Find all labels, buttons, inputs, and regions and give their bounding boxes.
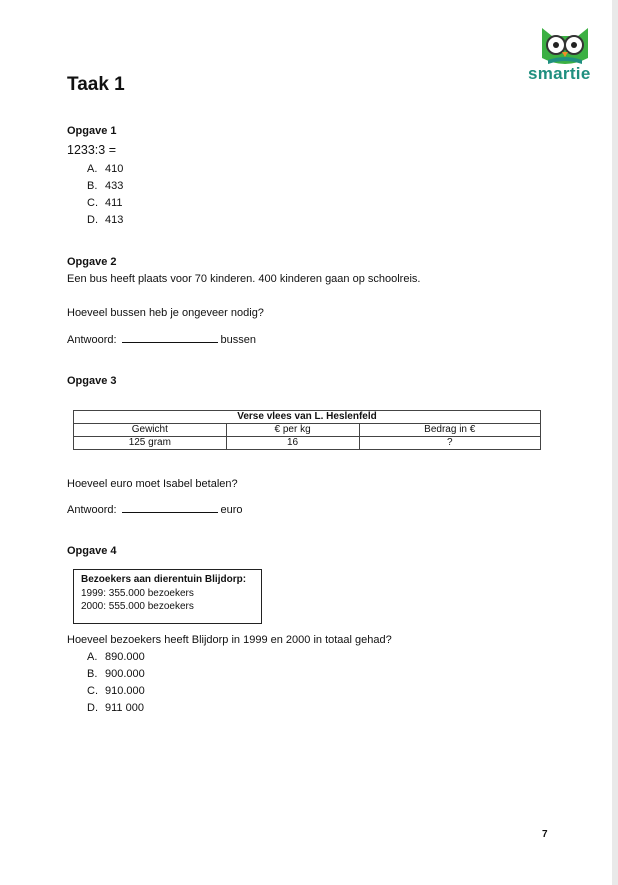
q2-question: Hoeveel bussen heb je ongeveer nodig? (67, 307, 264, 319)
column-header: € per kg (226, 424, 359, 437)
table-cell: 125 gram (74, 437, 227, 450)
list-item: B. 900.000 (87, 668, 145, 680)
q1-heading: Opgave 1 (67, 125, 117, 137)
column-header: Bedrag in € (359, 424, 540, 437)
q2-answer-row (67, 333, 256, 346)
q4-heading: Opgave 4 (67, 545, 117, 557)
info-box-title: Bezoekers aan dierentuin Blijdorp: (81, 574, 247, 585)
list-item: C. 411 (87, 197, 123, 209)
table-cell: 16 (226, 437, 359, 450)
column-header: Gewicht (74, 424, 227, 437)
table-row (74, 424, 541, 437)
q3-heading: Opgave 3 (67, 375, 117, 387)
info-box-line: 2000: 555.000 bezoekers (81, 601, 194, 612)
q1-question: 1233:3 = (67, 143, 117, 157)
table-title: Verse vlees van L. Heslenfeld (74, 411, 541, 424)
q4-options (87, 651, 145, 719)
answer-label: Antwoord: (67, 334, 117, 346)
answer-unit: euro (220, 504, 243, 516)
list-item: C. 910.000 (87, 685, 145, 697)
table-row (74, 437, 541, 450)
list-item: D. 911 000 (87, 702, 144, 714)
list-item: B. 433 (87, 180, 124, 192)
table-cell: ? (359, 437, 540, 450)
page-edge (612, 0, 618, 885)
answer-blank[interactable] (122, 503, 218, 513)
list-item: D. 413 (87, 214, 124, 226)
list-item: A. 410 (87, 163, 124, 175)
answer-unit: bussen (220, 334, 257, 346)
answer-label: Antwoord: (67, 504, 117, 516)
q2-text: Een bus heeft plaats voor 70 kinderen. 400 kinderen gaan op schoolreis. (67, 273, 421, 285)
q4-question: Hoeveel bezoekers heeft Blijdorp in 1999 en 2000 in totaal gehad? (67, 634, 392, 646)
list-item: A. 890.000 (87, 651, 145, 663)
q2-heading: Opgave 2 (67, 256, 117, 268)
q3-question: Hoeveel euro moet Isabel betalen? (67, 478, 238, 490)
price-table (73, 410, 541, 450)
info-box-line: 1999: 355.000 bezoekers (81, 588, 194, 599)
page-number: 7 (542, 829, 548, 840)
q3-answer-row (67, 503, 243, 516)
info-box (73, 569, 262, 624)
page-title: Taak 1 (67, 74, 125, 95)
logo-text: smartie (528, 64, 591, 83)
answer-blank[interactable] (122, 333, 218, 343)
q1-options (87, 163, 123, 231)
